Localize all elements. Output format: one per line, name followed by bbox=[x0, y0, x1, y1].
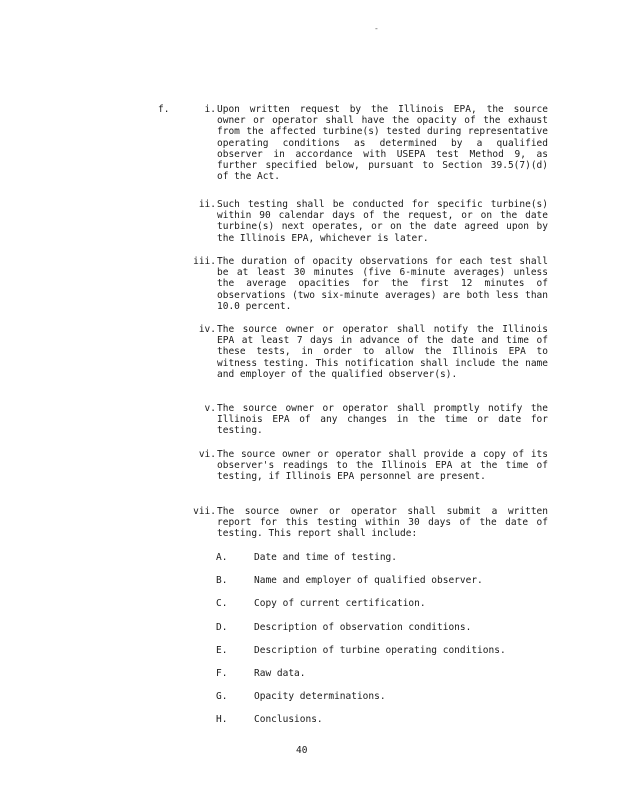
item-text: The source owner or operator shall submit a written report for this testing within 30 days of the date of testing. This report shall include: bbox=[217, 506, 548, 540]
sub-item-text: Opacity determinations. bbox=[254, 691, 386, 702]
sub-item-text: Description of observation conditions. bbox=[254, 622, 472, 633]
item-text: The duration of opacity observations for each test shall be at least 30 minutes (five 6-minute averages) unless the average opacities for the first 12 minutes of observations (two six-minute averages) are both less than 10.0 percent. bbox=[217, 256, 548, 312]
item-number: iv. bbox=[198, 324, 216, 335]
sub-item-label: F. bbox=[216, 668, 228, 679]
item-text: Upon written request by the Illinois EPA, the source owner or operator shall have the opacity of the exhaust from the affected turbine(s) tested during representative operating conditions as determined by a qualified observer in accordance with USEPA test Method 9, as further specified below, pursuant to Section 39.5(7)(d) of the Act. bbox=[217, 104, 548, 183]
sub-item-label: A. bbox=[216, 552, 228, 563]
page-number: 40 bbox=[296, 745, 308, 756]
item-number: vi. bbox=[198, 449, 216, 460]
sub-item-label: H. bbox=[216, 714, 228, 725]
sub-item-text: Date and time of testing. bbox=[254, 552, 397, 563]
sub-item-label: C. bbox=[216, 598, 228, 609]
item-number: ii. bbox=[198, 199, 216, 210]
sub-item-text: Copy of current certification. bbox=[254, 598, 426, 609]
sub-item-label: D. bbox=[216, 622, 228, 633]
top-mark: - bbox=[374, 24, 379, 33]
item-text: The source owner or operator shall notify the Illinois EPA at least 7 days in advance of the date and time of these tests, in order to allow the Illinois EPA to witness testing. This notification shall include the name and employer of the qualified observer(s). bbox=[217, 324, 548, 380]
item-number: iii. bbox=[193, 256, 216, 267]
item-text: Such testing shall be conducted for specific turbine(s) within 90 calendar days of the request, or on the date turbine(s) next operates, or on the date agreed upon by the Illinois EPA, whichever is later. bbox=[217, 199, 548, 244]
sub-item-text: Conclusions. bbox=[254, 714, 323, 725]
sub-item-label: B. bbox=[216, 575, 228, 586]
item-number: vii. bbox=[193, 506, 216, 517]
sub-item-text: Raw data. bbox=[254, 668, 306, 679]
item-text: The source owner or operator shall provide a copy of its observer's readings to the Illinois EPA at the time of testing, if Illinois EPA personnel are present. bbox=[217, 449, 548, 483]
sub-item-text: Description of turbine operating conditions. bbox=[254, 645, 506, 656]
item-number: i. bbox=[204, 104, 216, 115]
section-label: f. bbox=[158, 104, 170, 115]
item-text: The source owner or operator shall promptly notify the Illinois EPA of any changes in the time or date for testing. bbox=[217, 403, 548, 437]
sub-item-text: Name and employer of qualified observer. bbox=[254, 575, 483, 586]
item-number: v. bbox=[204, 403, 216, 414]
sub-item-label: E. bbox=[216, 645, 228, 656]
sub-item-label: G. bbox=[216, 691, 228, 702]
